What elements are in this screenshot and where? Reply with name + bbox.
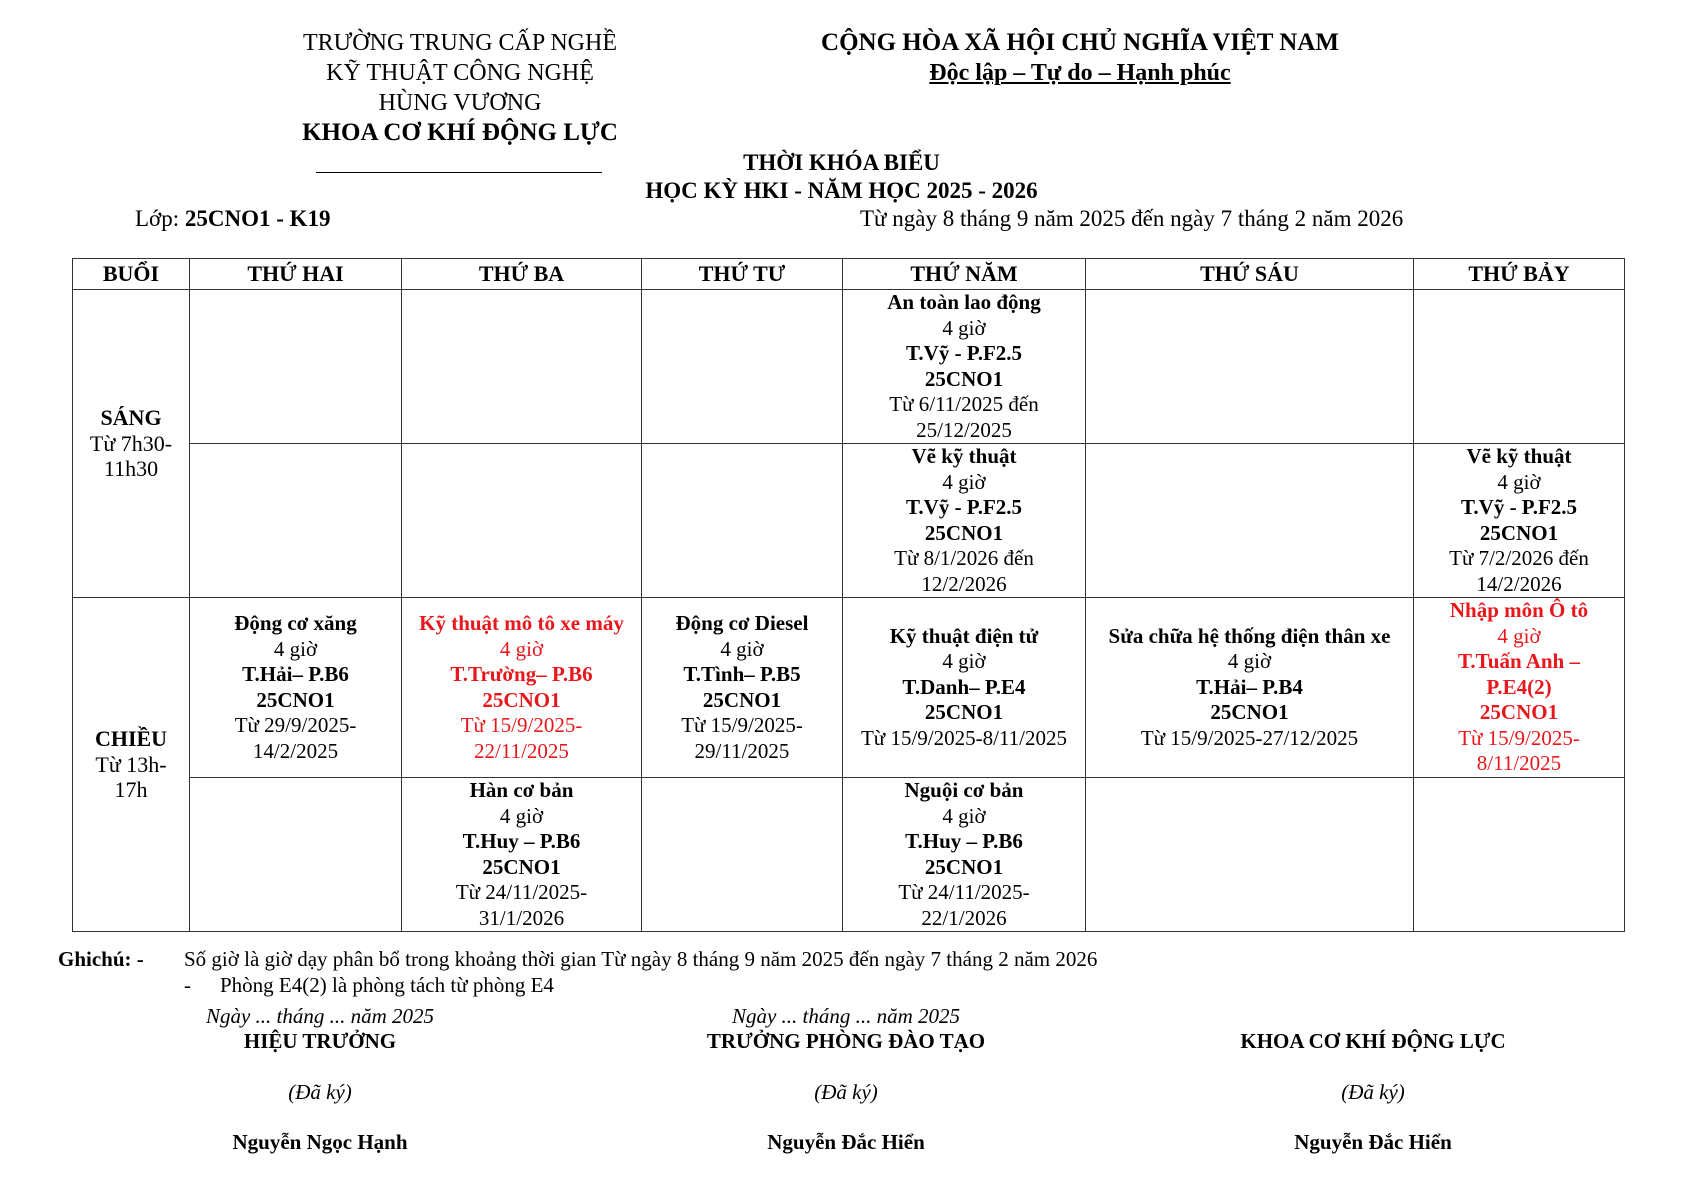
hours: 4 giờ — [499, 803, 544, 828]
class-cell — [843, 598, 1086, 778]
signature-date: Ngày ... tháng ... năm 2025 — [731, 1004, 961, 1028]
date-start: Từ 8/1/2026 đến — [894, 546, 1034, 570]
class-value: 25CNO1 - K19 — [184, 206, 331, 231]
table-row — [73, 778, 1625, 932]
group: 25CNO1 — [482, 687, 561, 712]
cell-empty — [1086, 444, 1414, 598]
group: 25CNO1 — [1479, 700, 1559, 725]
signature-date — [1163, 1004, 1583, 1029]
group: 25CNO1 — [1479, 520, 1559, 545]
class-cell — [402, 778, 642, 932]
hours: 4 giờ — [1227, 649, 1272, 674]
note-text-1: Số giờ là giờ dạy phân bổ trong khoảng thời gian Từ ngày 8 tháng 9 năm 2025 đến ngày 7 tháng 2 năm 2026 — [184, 947, 1098, 971]
date-end: 22/1/2026 — [921, 905, 1007, 930]
subject: Sửa chữa hệ thống điện thân xe — [1108, 623, 1391, 648]
note-dash: - — [184, 973, 191, 997]
subject: Kỹ thuật mô tô xe máy — [419, 611, 624, 635]
class-cell — [843, 290, 1086, 444]
page-subtitle: HỌC KỲ HKI - NĂM HỌC 2025 - 2026 — [645, 178, 1038, 203]
hours: 4 giờ — [1497, 623, 1541, 648]
col-header-tuesday: THỨ BA — [402, 259, 642, 290]
hours: 4 giờ — [942, 649, 986, 674]
date-range: Từ ngày 8 tháng 9 năm 2025 đến ngày 7 tháng 2 năm 2026 — [860, 206, 1404, 231]
col-header-wednesday: THỨ TƯ — [642, 259, 843, 290]
date-end: 8/11/2025 — [1476, 751, 1562, 776]
subject: Vẽ kỹ thuật — [911, 444, 1017, 468]
hours: 4 giờ — [942, 469, 986, 494]
signature-name: Nguyễn Đắc Hiển — [1294, 1130, 1452, 1154]
teacher-room: T.Danh– P.E4 — [902, 674, 1026, 699]
signature-principal — [110, 1004, 530, 1155]
date-start: Từ 24/11/2025- — [455, 880, 588, 904]
class-cell — [843, 778, 1086, 932]
school-name-line1: TRƯỜNG TRUNG CẤP NGHỀ — [303, 30, 617, 56]
session-morning — [73, 290, 190, 598]
hours: 4 giờ — [942, 803, 986, 828]
cell-empty — [1086, 290, 1414, 444]
col-header-monday: THỨ HAI — [190, 259, 402, 290]
subject: Hàn cơ bản — [469, 778, 574, 802]
group: 25CNO1 — [482, 854, 561, 879]
class-cell — [1414, 444, 1625, 598]
teacher: T.Tuấn Anh – — [1457, 649, 1580, 674]
cell-empty — [642, 444, 843, 598]
signature-training-head — [636, 1004, 1056, 1155]
date-end: 14/2/2026 — [1476, 571, 1562, 596]
teacher-room: T.Vỹ - P.F2.5 — [1460, 495, 1578, 519]
session-time-end: 11h30 — [103, 456, 159, 482]
hours: 4 giờ — [720, 636, 764, 661]
notes — [58, 946, 1097, 998]
cell-empty — [642, 778, 843, 932]
cell-empty — [1414, 778, 1625, 932]
room: P.E4(2) — [1486, 674, 1552, 699]
cell-empty — [402, 444, 642, 598]
class-cell — [190, 598, 402, 778]
signature-role: TRƯỞNG PHÒNG ĐÀO TẠO — [706, 1029, 986, 1053]
session-time-start: Từ 7h30- — [89, 430, 173, 456]
group: 25CNO1 — [1210, 700, 1289, 725]
signature-department — [1163, 1004, 1583, 1155]
date-start: Từ 15/9/2025- — [1458, 725, 1580, 750]
class-cell — [843, 444, 1086, 598]
date-end: 29/11/2025 — [694, 738, 790, 763]
timetable-header-row — [73, 259, 1625, 290]
motto: Độc lập – Tự do – Hạnh phúc — [929, 60, 1231, 86]
department-name: KHOA CƠ KHÍ ĐỘNG LỰC — [302, 119, 618, 146]
hours: 4 giờ — [1497, 469, 1541, 494]
date-end: 22/11/2025 — [474, 738, 569, 763]
teacher-room: T.Huy – P.B6 — [905, 829, 1023, 853]
class-cell-highlight — [1414, 598, 1625, 778]
hours: 4 giờ — [273, 636, 318, 661]
date-start: Từ 6/11/2025 đến — [889, 392, 1039, 416]
date-end: 12/2/2026 — [921, 571, 1007, 596]
timetable — [72, 258, 1625, 932]
date-range: Từ 15/9/2025-27/12/2025 — [1140, 725, 1359, 750]
date-end: 14/2/2025 — [252, 738, 339, 763]
col-header-thursday: THỨ NĂM — [843, 259, 1086, 290]
group: 25CNO1 — [924, 700, 1004, 725]
class-cell-highlight — [402, 598, 642, 778]
cell-empty — [190, 290, 402, 444]
date-start: Từ 24/11/2025- — [898, 880, 1030, 904]
group: 25CNO1 — [256, 687, 335, 712]
cell-empty — [642, 290, 843, 444]
col-header-saturday: THỨ BẢY — [1414, 259, 1625, 290]
session-name: SÁNG — [100, 405, 162, 431]
signature-name: Nguyễn Ngọc Hạnh — [232, 1130, 408, 1154]
session-afternoon — [73, 598, 190, 932]
signature-name: Nguyễn Đắc Hiển — [767, 1130, 925, 1154]
notes-label: Ghichú: - — [58, 947, 144, 971]
teacher-room: T.Hải– P.B6 — [242, 662, 349, 686]
session-time-start: Từ 13h- — [95, 751, 167, 777]
cell-empty — [190, 778, 402, 932]
table-row — [73, 444, 1625, 598]
country-name: CỘNG HÒA XÃ HỘI CHỦ NGHĨA VIỆT NAM — [821, 29, 1339, 56]
page-title: THỜI KHÓA BIỂU — [743, 150, 940, 175]
table-row — [73, 598, 1625, 778]
school-name-line2: KỸ THUẬT CÔNG NGHỆ — [326, 60, 594, 86]
note-line-2 — [58, 972, 1097, 998]
subject: Nhập môn Ô tô — [1449, 598, 1589, 623]
subject: An toàn lao động — [887, 290, 1041, 314]
group: 25CNO1 — [924, 366, 1004, 391]
date-start: Từ 29/9/2025- — [234, 713, 357, 737]
subject: Nguội cơ bản — [904, 778, 1024, 802]
group: 25CNO1 — [924, 520, 1004, 545]
col-header-friday: THỨ SÁU — [1086, 259, 1414, 290]
date-start: Từ 7/2/2026 đến — [1449, 546, 1589, 570]
class-label: Lớp: — [135, 206, 180, 231]
cell-empty — [1086, 778, 1414, 932]
group: 25CNO1 — [702, 687, 782, 712]
group: 25CNO1 — [924, 854, 1004, 879]
session-time-end: 17h — [114, 777, 148, 803]
hours: 4 giờ — [942, 315, 986, 340]
session-name: CHIỀU — [94, 726, 168, 752]
teacher-room: T.Vỹ - P.F2.5 — [905, 341, 1023, 365]
class-cell — [642, 598, 843, 778]
date-end: 25/12/2025 — [916, 417, 1012, 442]
school-name-line3: HÙNG VƯƠNG — [378, 90, 542, 116]
table-row — [73, 290, 1625, 444]
cell-empty — [190, 444, 402, 598]
teacher-room: T.Hải– P.B4 — [1196, 674, 1303, 699]
hours: 4 giờ — [499, 636, 544, 661]
subject: Kỹ thuật điện tử — [889, 623, 1039, 648]
subject: Động cơ Diesel — [675, 611, 809, 635]
teacher-room: T.Huy – P.B6 — [462, 829, 581, 853]
date-start: Từ 15/9/2025- — [460, 713, 583, 737]
note-line-1 — [58, 946, 1097, 972]
subject: Vẽ kỹ thuật — [1466, 444, 1572, 468]
signature-signed: (Đã ký) — [1341, 1080, 1405, 1104]
col-header-session: BUỔI — [73, 259, 190, 290]
date-end: 31/1/2026 — [478, 905, 565, 930]
note-text-2: Phòng E4(2) là phòng tách từ phòng E4 — [220, 973, 554, 997]
signature-signed: (Đã ký) — [288, 1080, 352, 1104]
signature-role: HIỆU TRƯỞNG — [243, 1029, 397, 1053]
signature-date: Ngày ... tháng ... năm 2025 — [205, 1004, 435, 1028]
class-info — [135, 206, 331, 232]
school-header — [240, 28, 680, 148]
cell-empty — [402, 290, 642, 444]
teacher-room: T.Trường– P.B6 — [450, 662, 593, 686]
teacher-room: T.Tình– P.B5 — [683, 662, 801, 686]
cell-empty — [1414, 290, 1625, 444]
signature-role: KHOA CƠ KHÍ ĐỘNG LỰC — [1240, 1029, 1506, 1053]
date-range: Từ 15/9/2025-8/11/2025 — [860, 725, 1067, 750]
signature-signed: (Đã ký) — [814, 1080, 878, 1104]
class-cell — [1086, 598, 1414, 778]
date-start: Từ 15/9/2025- — [681, 713, 803, 737]
subject: Động cơ xăng — [234, 611, 357, 635]
country-header — [780, 28, 1380, 88]
teacher-room: T.Vỹ - P.F2.5 — [905, 495, 1023, 519]
